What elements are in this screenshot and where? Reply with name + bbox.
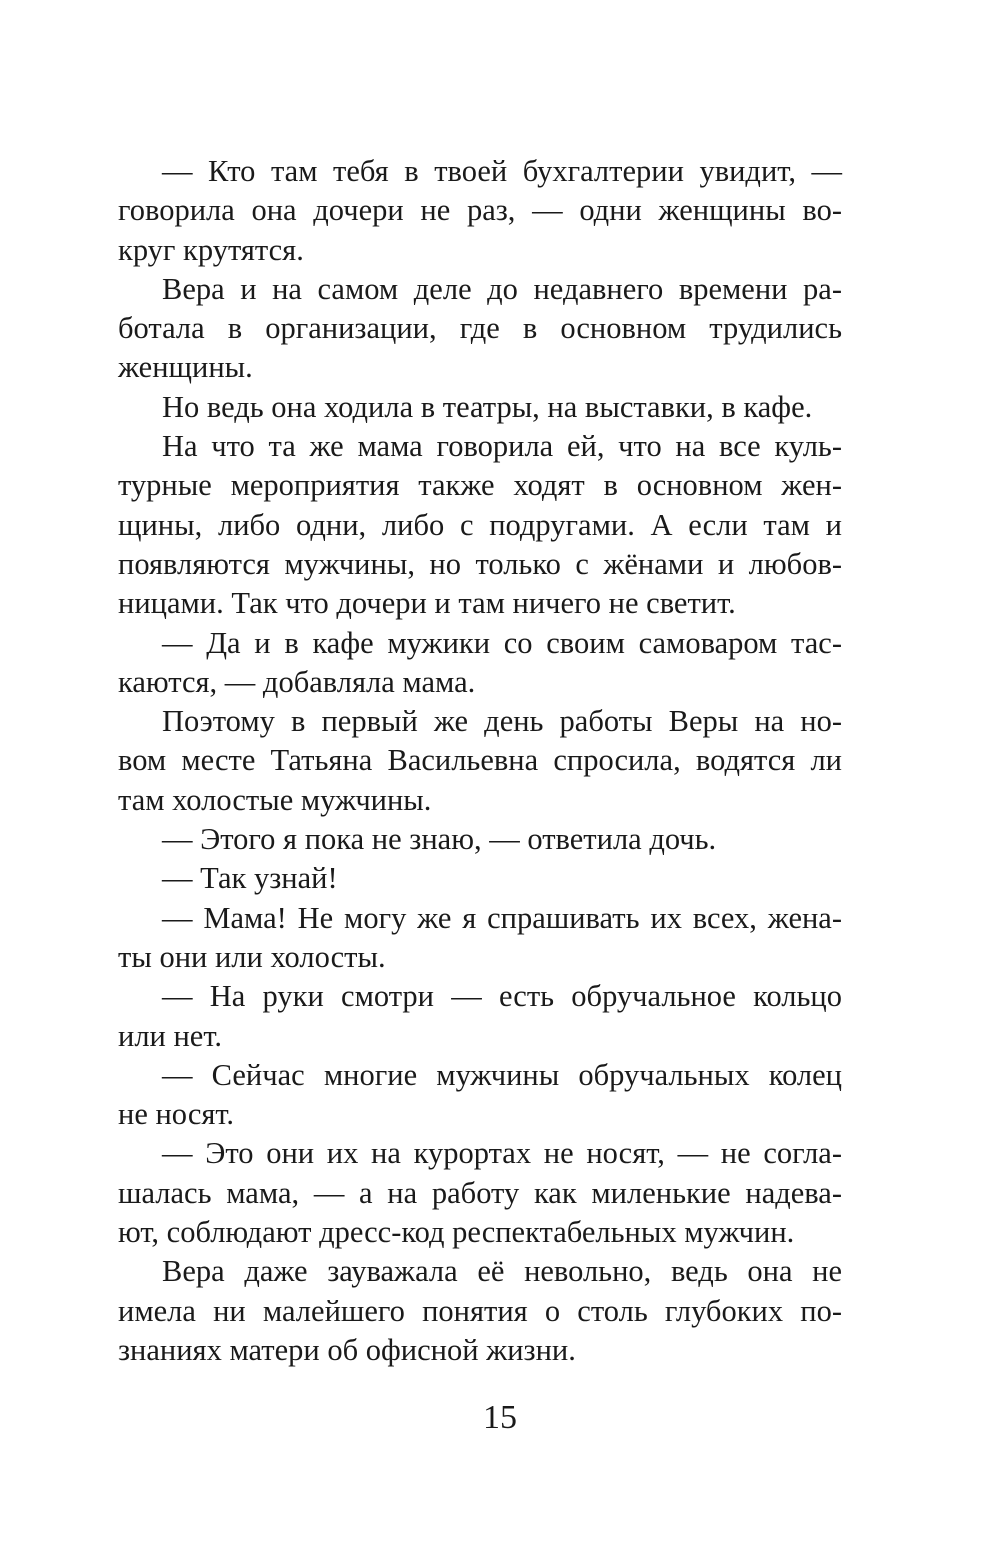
page-body-text <box>118 152 842 1370</box>
text-line: турные мероприятия также ходят в основном жен- <box>118 468 842 503</box>
text-line: знаниях матери об офисной жизни. <box>118 1332 576 1367</box>
text-line: — Да и в кафе мужики со своим самоваром тас- <box>162 625 842 660</box>
text-line: каются, — добавляла мама. <box>118 664 476 699</box>
text-line: женщины. <box>118 350 253 385</box>
text-line: круг крутятся. <box>118 232 304 267</box>
text-line: На что та же мама говорила ей, что на все куль- <box>162 429 842 464</box>
text-line: не носят. <box>118 1097 235 1132</box>
text-line: — Это они их на курортах не носят, — не согла- <box>162 1136 842 1171</box>
text-line: или нет. <box>118 1018 223 1053</box>
text-line: — Так узнай! <box>162 861 338 896</box>
text-line: говорила она дочери не раз, — одни женщины во- <box>118 193 842 228</box>
page-number: 15 <box>483 1399 517 1436</box>
text-line: ты они или холосты. <box>118 939 386 974</box>
text-line: появляются мужчины, но только с жёнами и любов- <box>118 546 842 581</box>
text-line: — Кто там тебя в твоей бухгалтерии увидит, — <box>162 154 842 188</box>
text-line: — Этого я пока не знаю, — ответила дочь. <box>162 822 717 857</box>
text-line: Поэтому в первый же день работы Веры на но- <box>162 704 842 739</box>
text-line: ботала в организации, где в основном трудились <box>118 311 842 346</box>
text-line: шалась мама, — а на работу как миленькие надева- <box>118 1175 842 1210</box>
text-line: ют, соблюдают дресс-код респектабельных мужчин. <box>118 1215 795 1250</box>
text-line: Но ведь она ходила в театры, на выставки, в кафе. <box>162 389 813 424</box>
text-line: — На руки смотри — есть обручальное кольцо <box>162 979 842 1014</box>
text-line: щины, либо одни, либо с подругами. А если там и <box>118 507 842 542</box>
text-line: там холостые мужчины. <box>118 782 432 817</box>
text-line: Вера даже зауважала её невольно, ведь она не <box>162 1254 842 1289</box>
text-line: имела ни малейшего понятия о столь глубоких по- <box>118 1293 842 1328</box>
text-line: — Мама! Не могу же я спрашивать их всех, жена- <box>162 900 842 935</box>
text-line: ницами. Так что дочери и там ничего не светит. <box>118 586 736 621</box>
text-line: — Сейчас многие мужчины обручальных колец <box>162 1057 842 1092</box>
text-line: вом месте Татьяна Васильевна спросила, водятся ли <box>118 743 842 778</box>
text-line: Вера и на самом деле до недавнего времени ра- <box>162 271 842 306</box>
